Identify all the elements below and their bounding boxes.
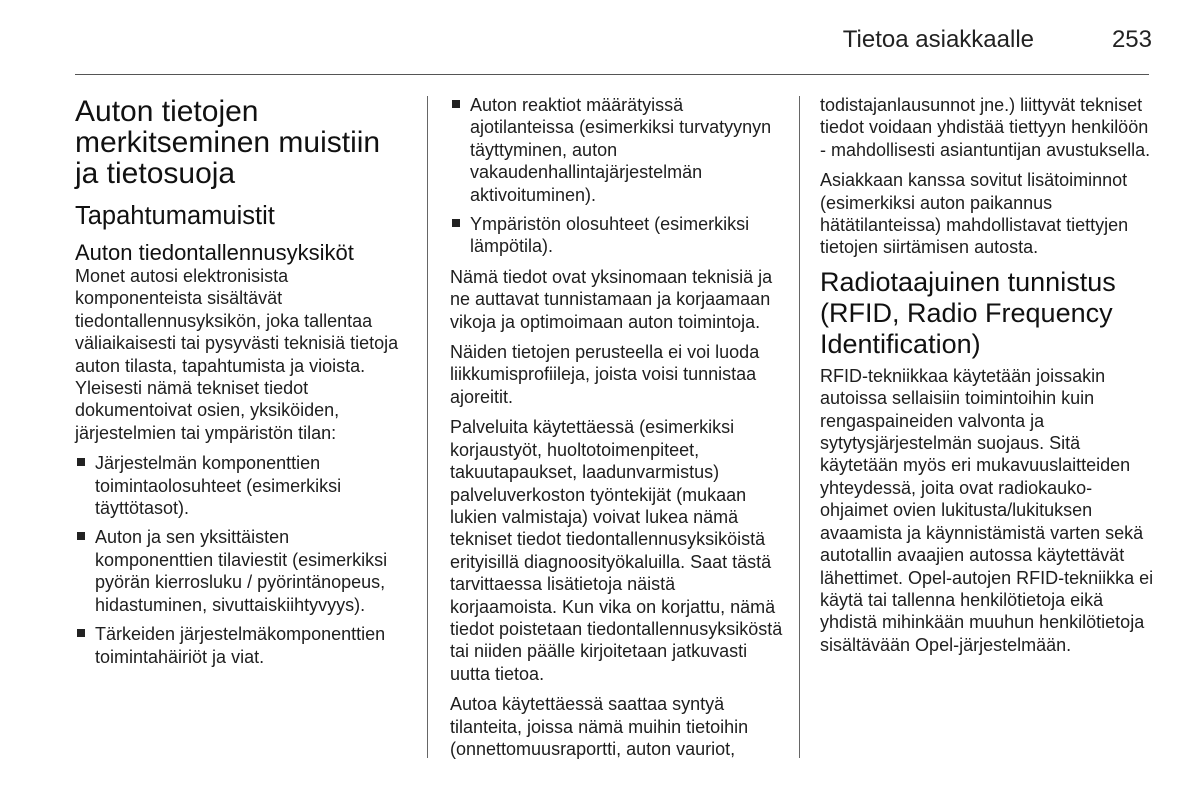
minor-title: Auton tiedontallennusyksiköt bbox=[75, 240, 354, 265]
column-divider-right bbox=[799, 96, 800, 758]
bullet-list bbox=[75, 452, 410, 668]
section-title: Auton tietojen merkitseminen muistiin ja tietosuoja bbox=[75, 95, 381, 190]
list-item: Järjestelmän komponenttien toimintaolosuhteet (esimerkiksi täyttötasot). bbox=[75, 452, 410, 519]
paragraph: Palveluita käytettäessä (esimerkiksi korjaustyöt, huoltotoimenpiteet, takuutapaukset, laadunvarmistus) palveluverkoston työntekijät (mukaan lukien valmistaja) voivat lukea nämä tekniset tiedot tiedontallennusyksiköistä erityisillä diagnoosityökaluilla. Saat tästä tarvittaessa lisätietoja näistä korjaamoista. Kun vika on korjattu, nämä tiedot poistetaan tiedontallennusyksiköstä tai niiden päälle kirjoitetaan jatkuvasti uutta tietoa. bbox=[450, 417, 783, 684]
intro-paragraph: Monet autosi elektronisista komponenteista sisältävät tiedontallennusyksikön, joka tallentaa väliaikaisesti tai pysyvästi teknisiä tietoja auton tilasta, tapahtumista ja vioista. Yleisesti nämä tekniset tiedot dokumentoivat osien, yksiköiden, järjestelmien tai ympäristön tilan: bbox=[75, 266, 399, 443]
header-rule bbox=[75, 74, 1149, 75]
page-number: 253 bbox=[1111, 26, 1152, 53]
paragraph: todistajanlausunnot jne.) liittyvät tekniset tiedot voidaan yhdistää tiettyyn henkilöön - mahdollisesti asiantuntijan avustuksella. bbox=[820, 95, 1151, 160]
column-3 bbox=[820, 94, 1155, 664]
rfid-section-title: Radiotaajuinen tunnistus (RFID, Radio Frequency Identification) bbox=[820, 266, 1116, 359]
bullet-list bbox=[450, 94, 785, 258]
column-1 bbox=[75, 94, 410, 676]
column-2 bbox=[450, 94, 785, 768]
paragraph: Nämä tiedot ovat yksinomaan teknisiä ja ne auttavat tunnistamaan ja korjaamaan vikoja ja optimoimaan auton toimintoja. bbox=[450, 266, 773, 332]
list-item: Auton reaktiot määrätyissä ajotilanteissa (esimerkiksi turvatyynyn täyttyminen, auton vakaudenhallintajärjestelmän aktivoituminen). bbox=[450, 94, 785, 206]
rfid-paragraph: RFID-tekniikkaa käytetään joissakin autoissa sellaisiin toimintoihin kuin rengaspaineiden valvonta ja sytytysjärjestelmän suojaus. Sitä käytetään myös eri mukavuuslaitteiden yhteydessä, joita ovat radiokauko-ohjaimet ovien lukitusta/lukituksen avaamista ja käynnistämistä varten sekä autotallin avaajien autossa käytettävät lähettimet. Opel-autojen RFID-tekniikka ei käytä tai tallenna henkilötietoja eikä yhdistä mihinkään muuhun henkilötietoja sisältävään Opel-järjestelmään. bbox=[820, 365, 1154, 655]
paragraph: Autoa käytettäessä saattaa syntyä tilanteita, joissa nämä muihin tietoihin (onnettomuusraportti, auton vauriot, bbox=[450, 694, 749, 759]
list-item: Auton ja sen yksittäisten komponenttien tilaviestit (esimerkiksi pyörän kierrosluku / pyörintänopeus, hidastuminen, sivuttaiskiihtyvyys). bbox=[75, 526, 410, 616]
column-divider-left bbox=[427, 96, 428, 758]
subsection-title: Tapahtumamuistit bbox=[75, 202, 275, 230]
list-item: Tärkeiden järjestelmäkomponenttien toimintahäiriöt ja viat. bbox=[75, 623, 410, 668]
paragraph: Asiakkaan kanssa sovitut lisätoiminnot (esimerkiksi auton paikannus hätätilanteissa) mahdollistavat tiettyjen tietojen siirtämisen autosta. bbox=[820, 170, 1129, 258]
paragraph: Näiden tietojen perusteella ei voi luoda liikkumisprofiileja, joista voisi tunnistaa ajoreitit. bbox=[450, 342, 760, 407]
header-title: Tietoa asiakkaalle bbox=[842, 26, 1034, 53]
list-item: Ympäristön olosuhteet (esimerkiksi lämpötila). bbox=[450, 213, 785, 258]
